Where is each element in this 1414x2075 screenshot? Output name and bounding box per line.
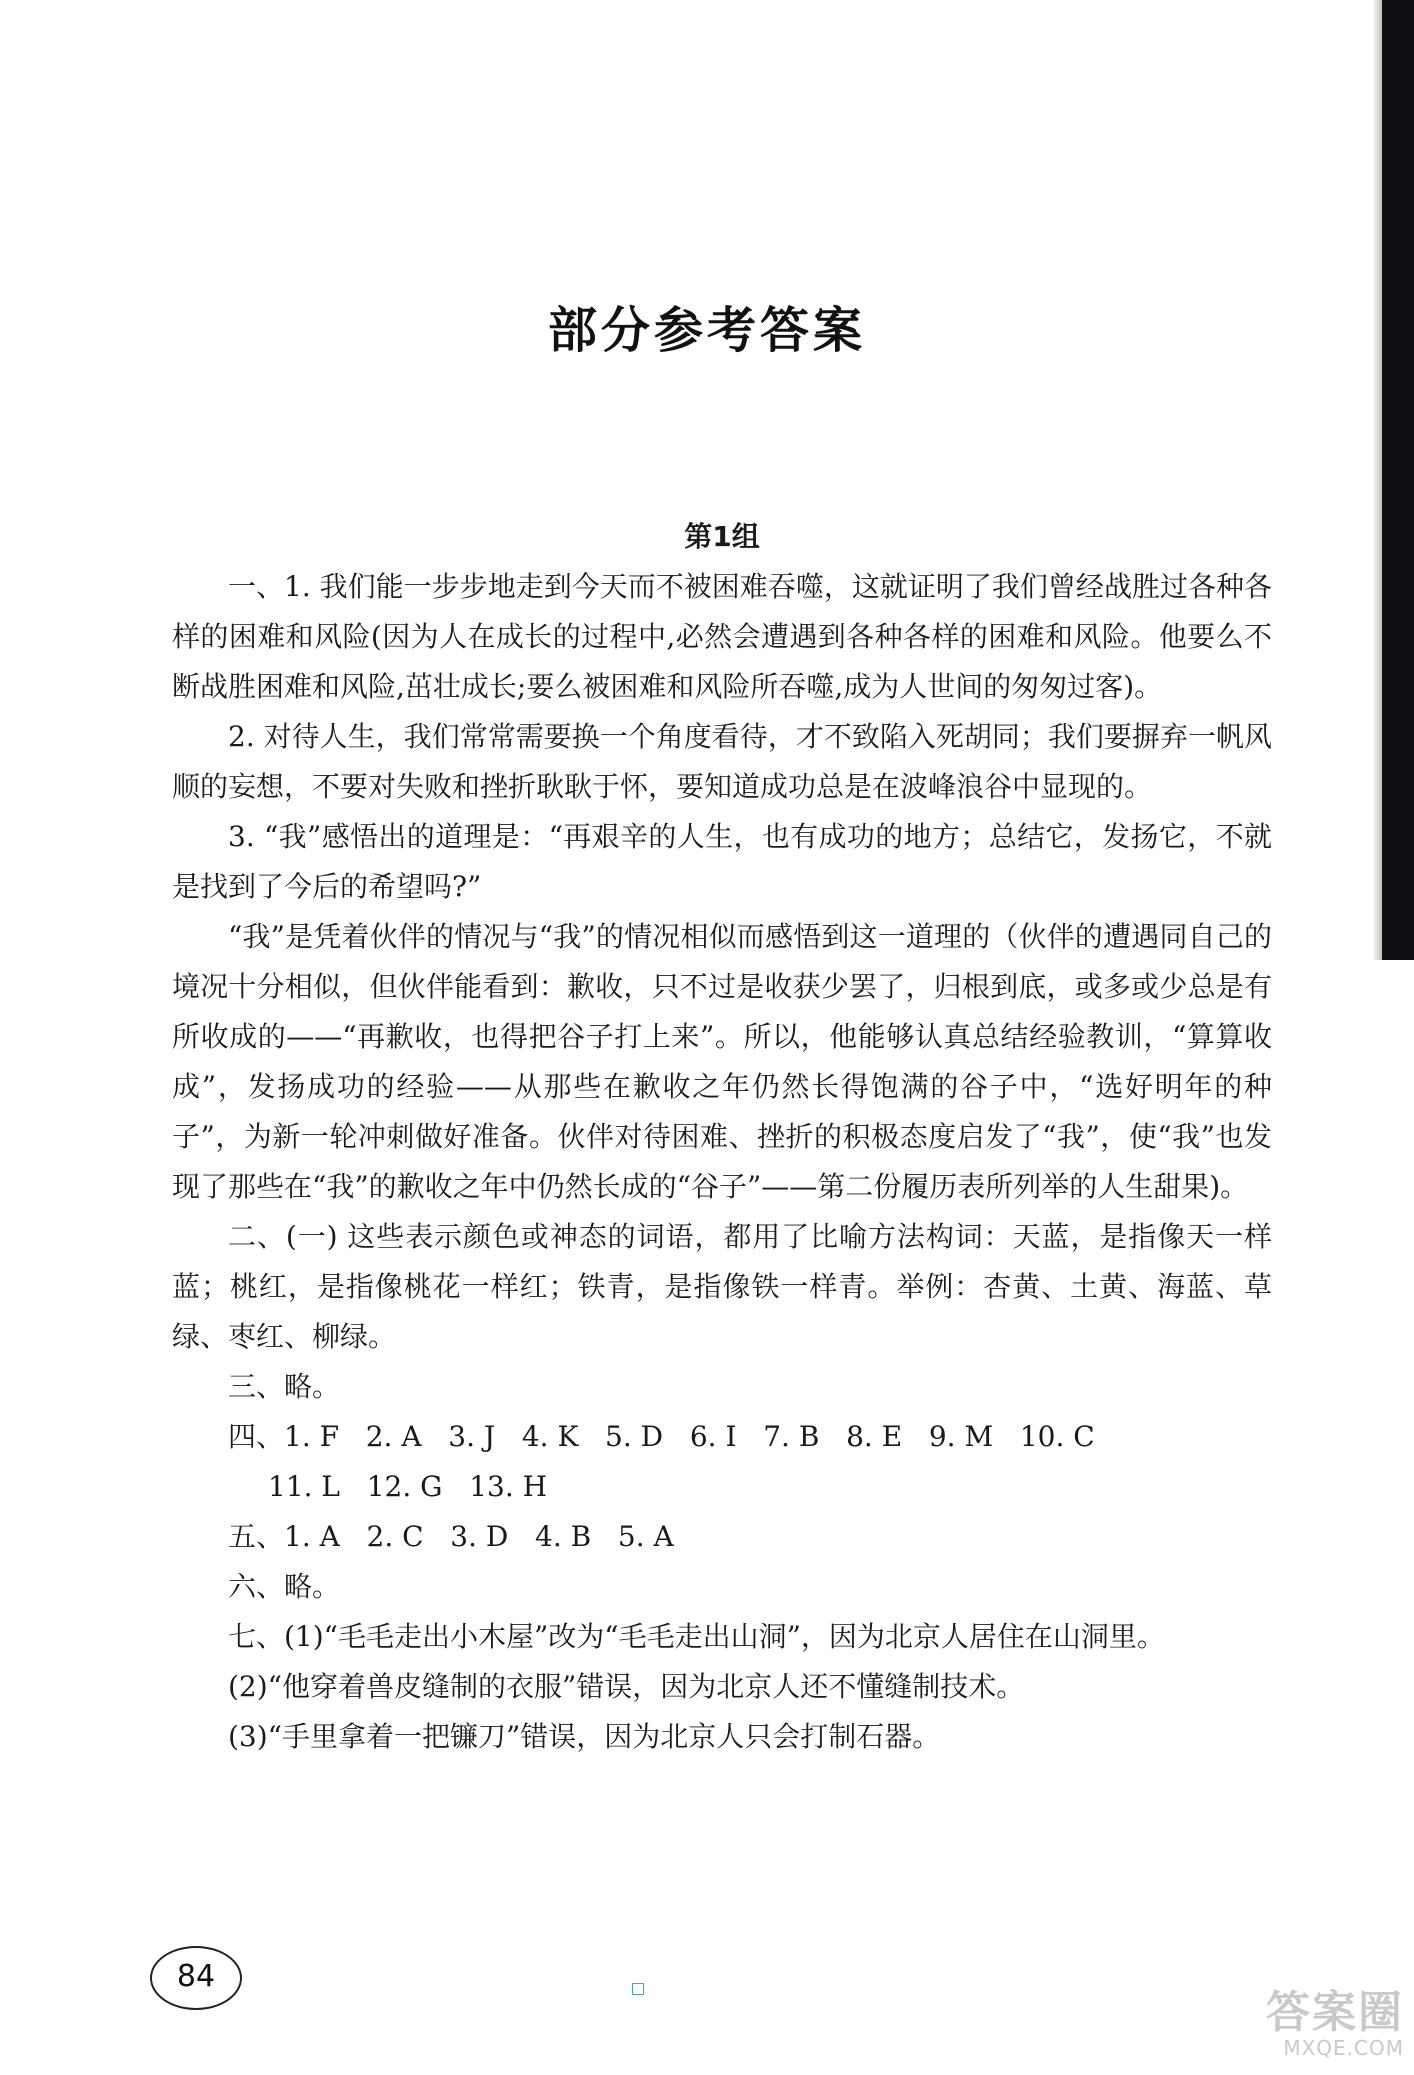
- answer-row-7-2: (2)“他穿着兽皮缝制的衣服”错误，因为北京人还不懂缝制技术。: [228, 1670, 1025, 1703]
- answer-row-4-line-1: 四、1. F 2. A 3. J 4. K 5. D 6. I 7. B 8. E 9. M 10. C: [228, 1420, 1095, 1453]
- answer-content: [172, 512, 1272, 1762]
- answer-row-7-1: 七、(1)“毛毛走出小木屋”改为“毛毛走出山洞”，因为北京人居住在山洞里。: [228, 1620, 1165, 1653]
- answer-row-7-3: (3)“手里拿着一把镰刀”错误，因为北京人只会打制石器。: [228, 1720, 941, 1753]
- answer-row-5: 五、1. A 2. C 3. D 4. B 5. A: [228, 1520, 674, 1553]
- watermark-url: MXQE.COM: [1283, 2036, 1404, 2060]
- small-square-mark: [632, 1983, 644, 1995]
- scan-edge-shadow: [1382, 0, 1414, 960]
- page-number: 84: [150, 1946, 242, 2010]
- answer-paragraph-3: 三、略。: [228, 1370, 341, 1403]
- page-title: 部分参考答案: [547, 302, 866, 359]
- answer-paragraph-1-1: 一、1. 我们能一步步地走到今天而不被困难吞噬，这就证明了我们曾经战胜过各种各样的困难和风险(因为人在成长的过程中,必然会遭遇到各种各样的困难和风险。他要么不断战胜困难和风险,茁壮成长;要么被困难和风险所吞噬,成为人世间的匆匆过客)。: [172, 570, 1272, 703]
- answer-row-4-line-2: 11. L 12. G 13. H: [268, 1470, 548, 1503]
- answer-paragraph-1-3: 3. “我”感悟出的道理是：“再艰辛的人生，也有成功的地方；总结它，发扬它，不就是找到了今后的希望吗?”: [172, 820, 1272, 903]
- answer-paragraph-1-2: 2. 对待人生，我们常常需要换一个角度看待，才不致陷入死胡同；我们要摒弃一帆风顺的妄想，不要对失败和挫折耿耿于怀，要知道成功总是在波峰浪谷中显现的。: [172, 720, 1272, 803]
- answer-paragraph-1-3-explanation: “我”是凭着伙伴的情况与“我”的情况相似而感悟到这一道理的（伙伴的遭遇同自己的境况十分相似，但伙伴能看到：歉收，只不过是收获少罢了，归根到底，或多或少总是有所收成的——“再歉收，也得把谷子打上来”。所以，他能够认真总结经验教训，“算算收成”，发扬成功的经验——从那些在歉收之年仍然长得饱满的谷子中，“选好明年的种子”，为新一轮冲刺做好准备。伙伴对待困难、挫折的积极态度启发了“我”，使“我”也发现了那些在“我”的歉收之年中仍然长成的“谷子”——第二份履历表所列举的人生甜果)。: [172, 920, 1272, 1203]
- group-heading: 第1组: [684, 520, 760, 553]
- watermark-logo: 答案圈: [1266, 1987, 1404, 2038]
- watermark: [1134, 1989, 1404, 2061]
- answer-paragraph-2: 二、(一) 这些表示颜色或神态的词语，都用了比喻方法构词：天蓝，是指像天一样蓝；桃红，是指像桃花一样红；铁青，是指像铁一样青。举例：杏黄、土黄、海蓝、草绿、枣红、柳绿。: [172, 1220, 1272, 1353]
- answer-row-6: 六、略。: [228, 1570, 341, 1603]
